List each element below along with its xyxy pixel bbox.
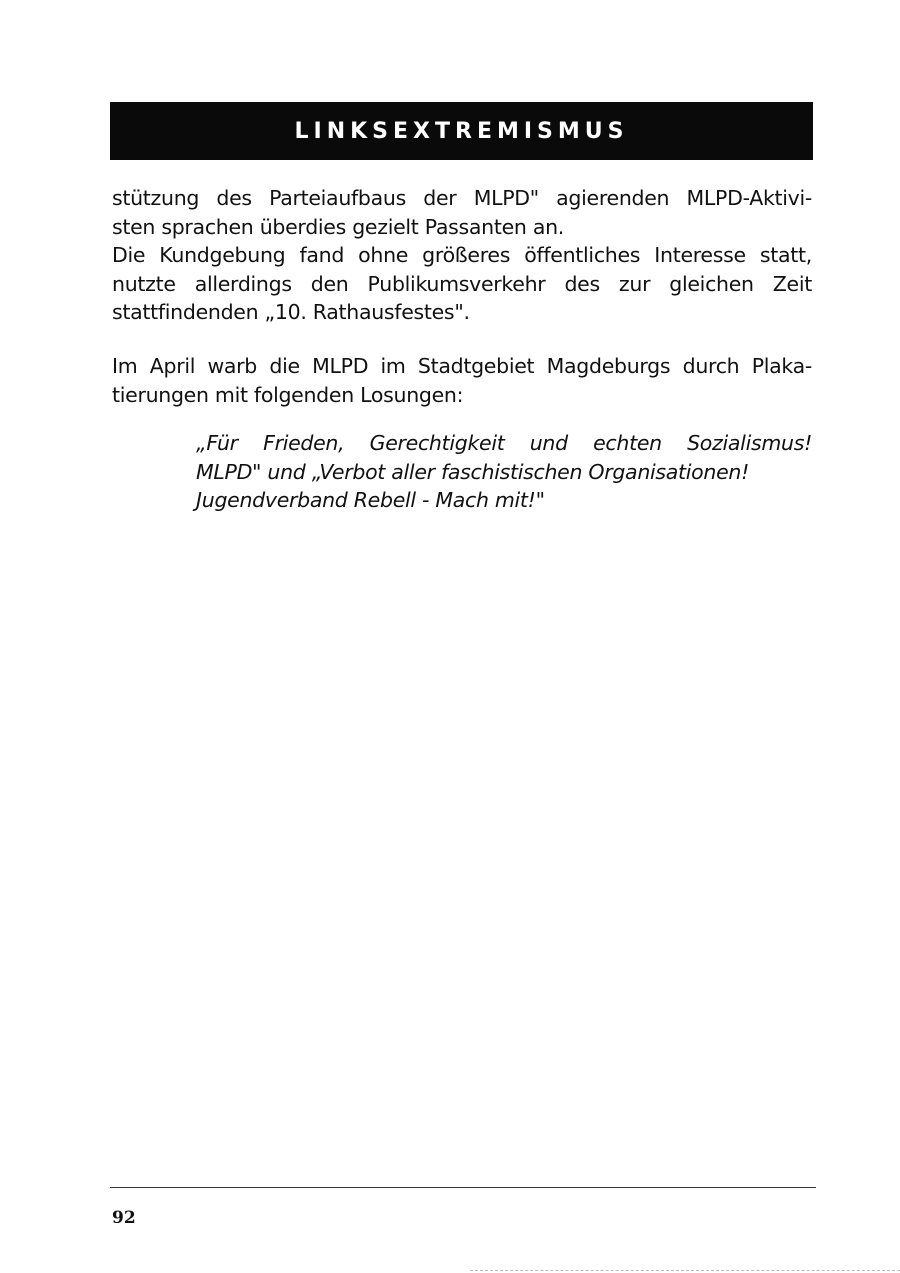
quote-line: MLPD" und „Verbot aller faschistischen Organisationen!: [196, 459, 750, 484]
text-line: tierungen mit folgenden Losungen:: [112, 382, 464, 407]
page-number: 92: [112, 1208, 136, 1228]
section-title: LINKSEXTREMISMUS: [294, 118, 629, 144]
text-line: stützung des Parteiaufbaus der MLPD" agierenden MLPD-Aktivi-: [112, 186, 812, 210]
footer-divider: [110, 1187, 816, 1188]
paragraph-3: [112, 352, 812, 409]
paragraph-2: [112, 241, 812, 327]
text-line: stattfindenden „10. Rathausfestes".: [112, 300, 470, 324]
slogan-quote: [196, 429, 812, 515]
text-line: sten sprachen überdies gezielt Passanten an.: [112, 214, 565, 239]
text-line: Die Kundgebung fand ohne größeres öffentliches Interesse statt,: [112, 243, 812, 267]
text-line: nutzte allerdings den Publikumsverkehr des zur gleichen Zeit: [112, 271, 812, 296]
text-line: Im April warb die MLPD im Stadtgebiet Magdeburgs durch Plaka-: [112, 354, 812, 378]
quote-line: „Für Frieden, Gerechtigkeit und echten Sozialismus!: [196, 431, 812, 455]
section-header-bar: [110, 102, 813, 160]
paragraph-1: [112, 184, 812, 241]
quote-line: Jugendverband Rebell - Mach mit!": [196, 488, 545, 512]
